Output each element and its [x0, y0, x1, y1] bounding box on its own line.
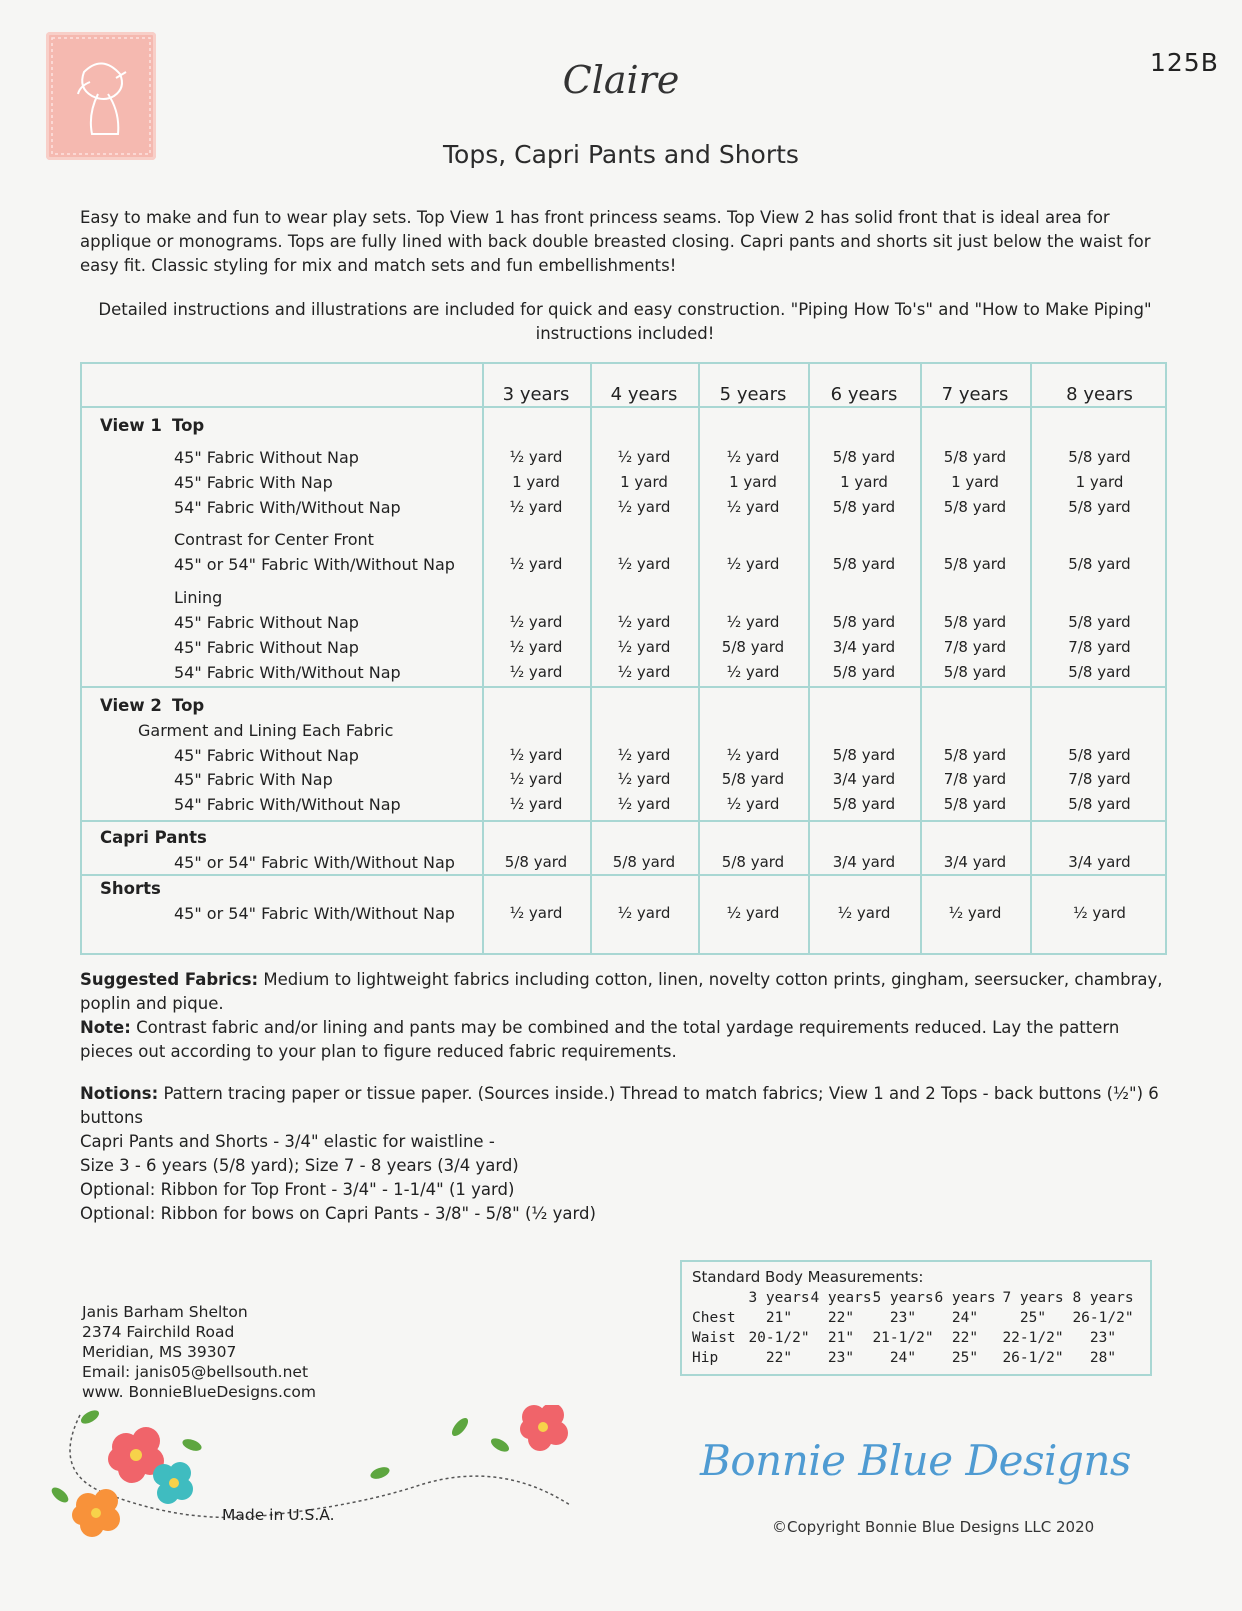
notions-label: Notions:	[80, 1084, 159, 1103]
yardage-cell: ½ yard	[617, 448, 671, 466]
yardage-cell: ½ yard	[617, 904, 671, 922]
fabric-notes	[80, 968, 1170, 1064]
yardage-cell: ½ yard	[509, 555, 563, 573]
measurement-cell: 8 years	[1072, 1290, 1134, 1306]
designer-name: Janis Barham Shelton	[82, 1303, 248, 1321]
yardage-cell: ½ yard	[1073, 904, 1126, 922]
yardage-cell: 5/8 yard	[943, 555, 1007, 573]
yardage-cell: ½ yard	[617, 613, 671, 631]
yardage-cell: 5/8 yard	[943, 795, 1007, 813]
yardage-cell: 5/8 yard	[1068, 555, 1131, 573]
instructions-note: Detailed instructions and illustrations are included for quick and easy construction. "Piping How To's" and "How to Make Piping" instructions included!	[98, 300, 1152, 343]
yardage-cell: 5/8 yard	[612, 853, 676, 871]
measurements-title: Standard Body Measurements:	[692, 1268, 924, 1286]
yardage-cell: 3/4 yard	[832, 770, 896, 788]
table-row-divider	[82, 874, 1165, 876]
yardage-cell: ½ yard	[509, 613, 563, 631]
row-label: 45" Fabric Without Nap	[174, 448, 359, 467]
yardage-cell: ½ yard	[509, 770, 563, 788]
suggested-fabrics-text: Medium to lightweight fabrics including cotton, linen, novelty cotton prints, gingham, seersucker, chambray, poplin and pique.	[80, 970, 1163, 1013]
view2-top-label: Top	[172, 696, 205, 715]
row-label: 45" or 54" Fabric With/Without Nap	[174, 555, 455, 574]
notions-line: Capri Pants and Shorts - 3/4" elastic for waistline -	[80, 1132, 495, 1151]
shorts-label: Shorts	[100, 879, 161, 898]
yardage-cell: 1 yard	[840, 473, 888, 491]
measurement-cell: 25"	[1019, 1310, 1047, 1326]
capri-label: Capri Pants	[100, 828, 207, 847]
yardage-cell: 5/8 yard	[832, 613, 896, 631]
section-label: Contrast for Center Front	[174, 530, 374, 549]
row-label: 45" Fabric With Nap	[174, 770, 333, 789]
yardage-cell: ½ yard	[617, 746, 671, 764]
row-label: 54" Fabric With/Without Nap	[174, 663, 401, 682]
measurement-cell: 3 years	[748, 1290, 810, 1306]
yardage-cell: 5/8 yard	[832, 498, 896, 516]
brand-logo: Bonnie Blue Designs	[700, 1436, 1131, 1485]
view1-label: View 1	[100, 416, 162, 435]
email[interactable]: Email: janis05@bellsouth.net	[82, 1363, 309, 1381]
yardage-cell: 3/4 yard	[943, 853, 1007, 871]
row-label: 54" Fabric With/Without Nap	[174, 795, 401, 814]
measurement-cell: 23"	[889, 1310, 917, 1326]
yardage-cell: ½ yard	[726, 555, 780, 573]
yardage-cell: ½ yard	[509, 638, 563, 656]
notions-line: Optional: Ribbon for Top Front - 3/4" - 1-1/4" (1 yard)	[80, 1180, 515, 1199]
size-header: 4 years	[610, 384, 678, 405]
yardage-cell: ½ yard	[509, 448, 563, 466]
description: Easy to make and fun to wear play sets. Top View 1 has front princess seams. Top View 2 has solid front that is ideal area for applique or monograms. Tops are fully lined with back double breasted closing. Capri pants and shorts sit just below the waist for easy fit. Classic styling for mix and match sets and fun embellishments!	[80, 208, 1151, 275]
yardage-cell: 1 yard	[729, 473, 777, 491]
yardage-cell: 5/8 yard	[943, 663, 1007, 681]
waist-label: Waist	[692, 1330, 736, 1346]
yardage-cell: ½ yard	[948, 904, 1002, 922]
hip-label: Hip	[692, 1350, 719, 1366]
size-header: 3 years	[502, 384, 570, 405]
yardage-cell: ½ yard	[617, 638, 671, 656]
yardage-cell: 7/8 yard	[943, 770, 1007, 788]
yardage-cell: 5/8 yard	[832, 746, 896, 764]
suggested-fabrics	[80, 968, 1170, 1016]
yardage-cell: ½ yard	[509, 795, 563, 813]
row-label: 45" Fabric With Nap	[174, 473, 333, 492]
suggested-fabrics-label: Suggested Fabrics:	[80, 970, 259, 989]
yardage-cell: ½ yard	[509, 904, 563, 922]
yardage-cell: 5/8 yard	[721, 770, 785, 788]
measurement-cell: 28"	[1089, 1350, 1117, 1366]
measurement-cell: 22-1/2"	[1002, 1330, 1064, 1346]
yardage-cell: 1 yard	[951, 473, 999, 491]
made-in: Made in U.S.A.	[222, 1506, 335, 1524]
size-header: 6 years	[830, 384, 898, 405]
measurement-cell: 22"	[765, 1350, 793, 1366]
measurement-cell: 21-1/2"	[872, 1330, 934, 1346]
notions-line: Size 3 - 6 years (5/8 yard); Size 7 - 8 years (3/4 yard)	[80, 1156, 519, 1175]
website-link[interactable]: www. BonnieBlueDesigns.com	[82, 1383, 316, 1401]
street-address: 2374 Fairchild Road	[82, 1323, 235, 1341]
yardage-cell: 7/8 yard	[1068, 770, 1131, 788]
yardage-cell: 3/4 yard	[832, 853, 896, 871]
yardage-cell: 5/8 yard	[721, 853, 785, 871]
yardage-cell: 5/8 yard	[1068, 448, 1131, 466]
body-measurements	[680, 1260, 1152, 1376]
section-label: Lining	[174, 588, 223, 607]
yardage-cell: 5/8 yard	[504, 853, 568, 871]
yardage-cell: ½ yard	[837, 904, 891, 922]
yardage-cell: 3/4 yard	[1068, 853, 1131, 871]
measurement-cell: 5 years	[872, 1290, 934, 1306]
measurement-cell: 22"	[951, 1330, 979, 1346]
yardage-cell: ½ yard	[509, 498, 563, 516]
measurement-cell: 24"	[951, 1310, 979, 1326]
row-label: 45" Fabric Without Nap	[174, 746, 359, 765]
notions	[80, 1082, 1170, 1226]
yardage-cell: 5/8 yard	[943, 746, 1007, 764]
measurement-cell: 21"	[765, 1310, 793, 1326]
yardage-cell: 5/8 yard	[1068, 498, 1131, 516]
measurement-cell: 24"	[889, 1350, 917, 1366]
pattern-number: 125B	[1150, 48, 1219, 77]
yardage-cell: ½ yard	[726, 613, 780, 631]
notions-line: Optional: Ribbon for bows on Capri Pants - 3/8" - 5/8" (½ yard)	[80, 1204, 596, 1223]
view1-top-label: Top	[172, 416, 205, 435]
yardage-cell: 5/8 yard	[1068, 663, 1131, 681]
size-header: 5 years	[719, 384, 787, 405]
row-label: 54" Fabric With/Without Nap	[174, 498, 401, 517]
measurement-cell: 4 years	[810, 1290, 872, 1306]
yardage-cell: 5/8 yard	[943, 613, 1007, 631]
yardage-cell: 5/8 yard	[943, 498, 1007, 516]
section-label: Garment and Lining Each Fabric	[138, 721, 394, 740]
chest-label: Chest	[692, 1310, 736, 1326]
yardage-cell: ½ yard	[726, 904, 780, 922]
yardage-cell: 5/8 yard	[943, 448, 1007, 466]
yardage-cell: 5/8 yard	[832, 448, 896, 466]
yardage-table	[80, 362, 1167, 955]
measurement-cell: 6 years	[934, 1290, 996, 1306]
note-text: Contrast fabric and/or lining and pants may be combined and the total yardage requirements reduced. Lay the pattern pieces out according to your plan to figure reduced fabric requirements.	[80, 1018, 1120, 1061]
row-label: 45" or 54" Fabric With/Without Nap	[174, 853, 455, 872]
yardage-cell: 7/8 yard	[943, 638, 1007, 656]
measurement-cell: 25"	[951, 1350, 979, 1366]
notions-text: Pattern tracing paper or tissue paper. (Sources inside.) Thread to match fabrics; View 1 and 2 Tops - back buttons (½") 6 buttons	[80, 1084, 1159, 1127]
page-title: Claire	[562, 58, 680, 102]
measurement-cell: 26-1/2"	[1072, 1310, 1134, 1326]
yardage-cell: ½ yard	[617, 770, 671, 788]
table-row-divider	[82, 686, 1165, 688]
yardage-cell: ½ yard	[726, 795, 780, 813]
size-header: 7 years	[941, 384, 1009, 405]
yardage-cell: ½ yard	[617, 498, 671, 516]
city-address: Meridian, MS 39307	[82, 1343, 237, 1361]
yardage-cell: 1 yard	[620, 473, 668, 491]
row-label: 45" Fabric Without Nap	[174, 638, 359, 657]
yardage-cell: 1 yard	[1075, 473, 1124, 491]
yardage-cell: 3/4 yard	[832, 638, 896, 656]
measurement-cell: 7 years	[1002, 1290, 1064, 1306]
yardage-cell: 5/8 yard	[721, 638, 785, 656]
yardage-cell: ½ yard	[617, 555, 671, 573]
copyright: ©Copyright Bonnie Blue Designs LLC 2020	[772, 1518, 1095, 1536]
yardage-cell: ½ yard	[509, 663, 563, 681]
table-row-divider	[82, 820, 1165, 822]
measurement-cell: 23"	[1089, 1330, 1117, 1346]
yardage-cell: ½ yard	[617, 663, 671, 681]
yardage-cell: ½ yard	[726, 498, 780, 516]
yardage-cell: 5/8 yard	[1068, 613, 1131, 631]
notions-line	[80, 1082, 1170, 1130]
view2-label: View 2	[100, 696, 162, 715]
page-subtitle: Tops, Capri Pants and Shorts	[443, 140, 799, 169]
yardage-cell: 5/8 yard	[832, 795, 896, 813]
yardage-cell: 1 yard	[512, 473, 560, 491]
measurement-cell: 20-1/2"	[748, 1330, 810, 1346]
measurement-cell: 22"	[827, 1310, 855, 1326]
yardage-cell: ½ yard	[726, 448, 780, 466]
size-header: 8 years	[1066, 384, 1133, 405]
measurement-cell: 21"	[827, 1330, 855, 1346]
flower-vine-icon	[40, 1405, 640, 1575]
measurement-cell: 23"	[827, 1350, 855, 1366]
yardage-cell: ½ yard	[509, 746, 563, 764]
yardage-cell: ½ yard	[726, 663, 780, 681]
table-row-divider	[82, 406, 1165, 408]
yardage-cell: ½ yard	[617, 795, 671, 813]
measurement-cell: 26-1/2"	[1002, 1350, 1064, 1366]
yardage-cell: 5/8 yard	[1068, 795, 1131, 813]
yardage-cell: 5/8 yard	[832, 663, 896, 681]
note-label: Note:	[80, 1018, 131, 1037]
yardage-cell: 5/8 yard	[1068, 746, 1131, 764]
yardage-cell: 5/8 yard	[832, 555, 896, 573]
yardage-cell: 7/8 yard	[1068, 638, 1131, 656]
row-label: 45" Fabric Without Nap	[174, 613, 359, 632]
contact-info	[82, 1302, 316, 1402]
note	[80, 1016, 1170, 1064]
row-label: 45" or 54" Fabric With/Without Nap	[174, 904, 455, 923]
yardage-cell: ½ yard	[726, 746, 780, 764]
